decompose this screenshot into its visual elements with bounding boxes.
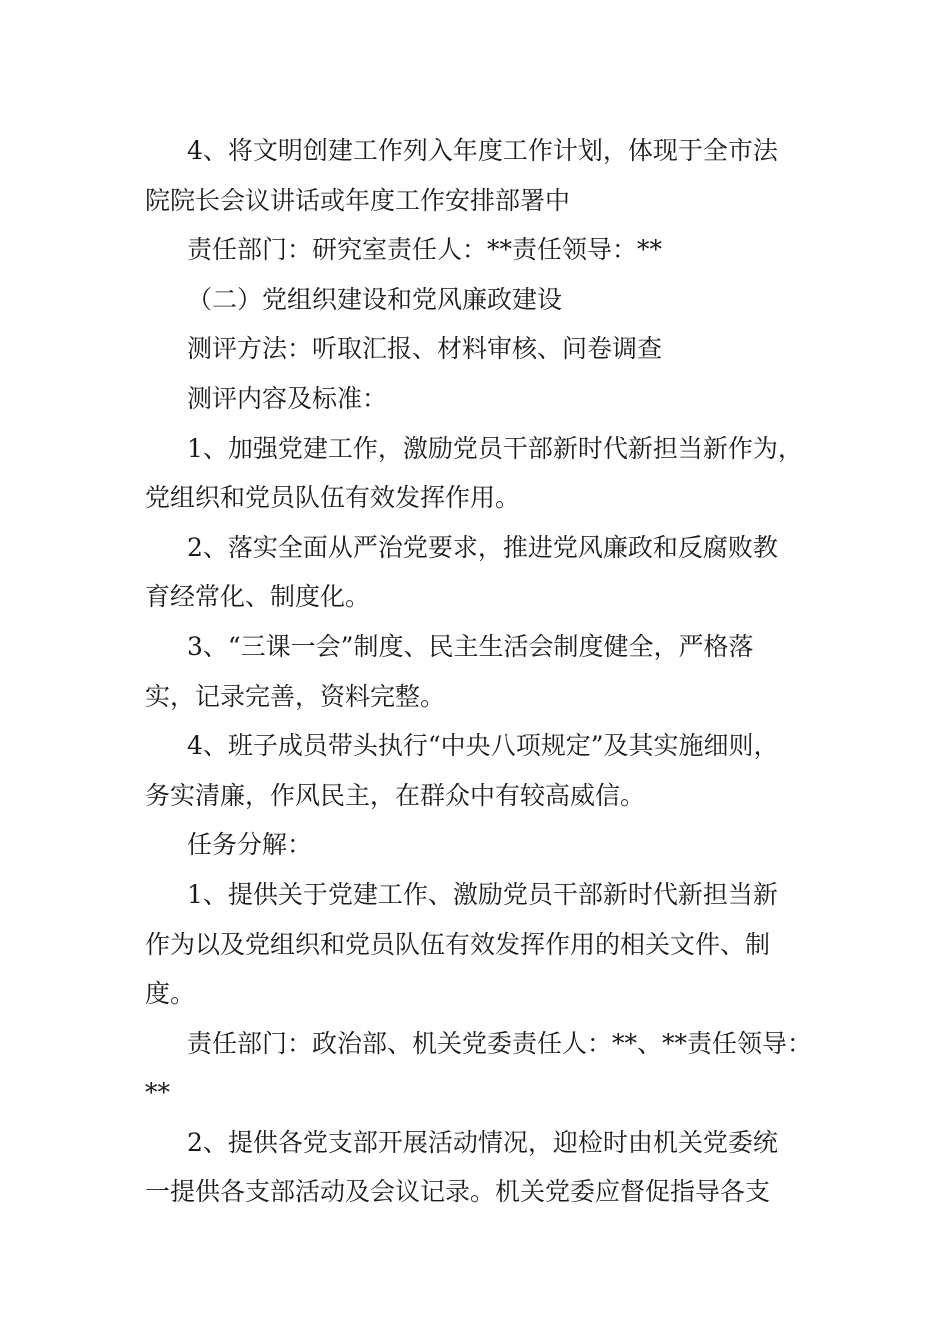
section-heading: （二）党组织建设和党风廉政建设 — [187, 284, 563, 314]
text-line: 测评方法：听取汇报、材料审核、问卷调查 — [187, 334, 663, 364]
text-line: 1、加强党建工作，激励党员干部新时代新担当新作为， — [187, 433, 803, 463]
text-line: 责任部门：研究室责任人：**责任领导：** — [187, 235, 663, 265]
text-line: 育经常化、制度化。 — [145, 582, 371, 612]
text-line: 测评内容及标准： — [187, 383, 388, 413]
text-line: 责任部门：政治部、机关党委责任人：**、**责任领导： — [187, 1028, 813, 1058]
text-line: 实，记录完善，资料完整。 — [145, 681, 446, 711]
text-line: 作为以及党组织和党员队伍有效发挥作用的相关文件、制 — [145, 929, 771, 959]
text-line: 1、提供关于党建工作、激励党员干部新时代新担当新 — [187, 879, 778, 909]
text-line: 度。 — [145, 979, 196, 1009]
document-body — [145, 126, 825, 1217]
text-line: 务实清廉，作风民主，在群众中有较高威信。 — [145, 780, 646, 810]
text-line: 院院长会议讲话或年度工作安排部署中 — [145, 185, 571, 215]
text-line: 任务分解： — [187, 830, 313, 860]
text-line: 4、班子成员带头执行“中央八项规定”及其实施细则， — [187, 731, 779, 761]
text-line: 党组织和党员队伍有效发挥作用。 — [145, 483, 521, 513]
text-line: 3、“三课一会”制度、民主生活会制度健全，严格落 — [187, 631, 754, 661]
text-line: 2、提供各党支部开展活动情况，迎检时由机关党委统 — [187, 1127, 778, 1157]
text-line: 一提供各支部活动及会议记录。机关党委应督促指导各支 — [145, 1177, 771, 1207]
text-line: ** — [145, 1078, 170, 1108]
text-line: 4、将文明创建工作列入年度工作计划，体现于全市法 — [187, 136, 778, 165]
text-line: 2、落实全面从严治党要求，推进党风廉政和反腐败教 — [187, 532, 778, 562]
